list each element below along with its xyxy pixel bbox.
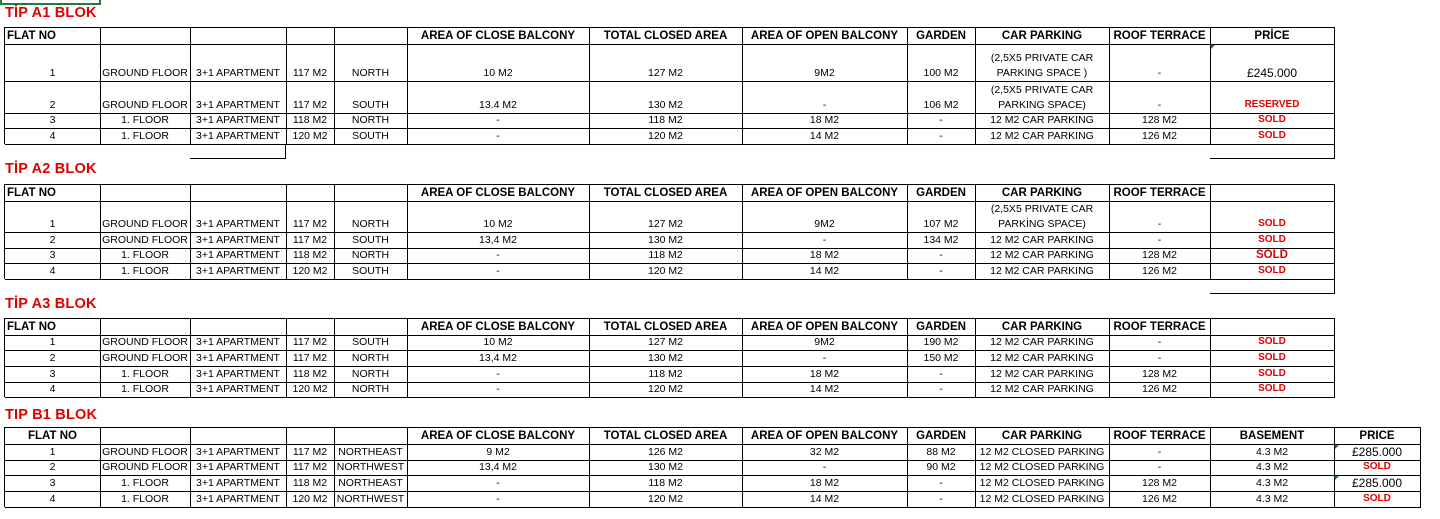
header-flat-no[interactable]: FLAT NO (5, 318, 101, 336)
cell-garden[interactable]: - (907, 128, 976, 145)
cell-close-balcony-area[interactable]: - (407, 382, 590, 398)
header-flat-no[interactable]: FLAT NO (5, 184, 101, 202)
cell-garden[interactable]: 190 M2 (907, 335, 976, 351)
cell-floor[interactable]: 1. FLOOR (100, 263, 191, 280)
cell-direction[interactable]: NORTH (334, 382, 408, 398)
cell-price[interactable]: £245.000 (1210, 44, 1335, 82)
cell-flat-no[interactable]: 2 (5, 81, 101, 114)
cell-close-balcony-area[interactable]: 10 M2 (407, 335, 590, 351)
header-roof-terrace[interactable]: ROOF TERRACE (1109, 184, 1211, 202)
cell-roof-terrace[interactable]: - (1109, 232, 1211, 249)
cell-roof-terrace[interactable]: 126 M2 (1109, 128, 1211, 145)
header-open-balcony-area[interactable]: AREA OF OPEN BALCONY (742, 318, 908, 336)
cell-apartment-type[interactable]: 3+1 APARTMENT (190, 201, 287, 233)
header-floor[interactable] (100, 27, 191, 45)
header-flat-no[interactable]: FLAT NO (5, 427, 101, 445)
header-total-closed-area[interactable]: TOTAL CLOSED AREA (589, 27, 743, 45)
header-apartment-type[interactable] (190, 184, 287, 202)
cell-roof-terrace[interactable]: 126 M2 (1109, 263, 1211, 280)
cell-garden[interactable]: 150 M2 (907, 350, 976, 367)
cell-flat-no[interactable]: 3 (5, 248, 101, 264)
cell-total-closed-area[interactable]: 118 M2 (589, 113, 743, 129)
cell-area[interactable]: 118 M2 (286, 248, 335, 264)
header-area[interactable] (286, 318, 335, 336)
cell-apartment-type[interactable]: 3+1 APARTMENT (190, 44, 287, 82)
cell-garden[interactable]: 107 M2 (907, 201, 976, 233)
cell-direction[interactable]: NORTH (334, 113, 408, 129)
cell-area[interactable]: 117 M2 (286, 335, 335, 351)
cell-open-balcony-area[interactable]: 18 M2 (742, 113, 908, 129)
cell-flat-no[interactable]: 1 (5, 201, 101, 233)
header-apartment-type[interactable] (190, 318, 287, 336)
cell-floor[interactable]: 1. FLOOR (100, 366, 191, 383)
cell-roof-terrace[interactable]: 128 M2 (1109, 366, 1211, 383)
cell-apartment-type[interactable]: 3+1 APARTMENT (190, 444, 287, 461)
block-title: TIP B1 BLOK (5, 407, 98, 423)
cell-car-parking[interactable]: 12 M2 CLOSED PARKING (975, 444, 1110, 461)
header-area[interactable] (286, 184, 335, 202)
cell-garden[interactable]: 134 M2 (907, 232, 976, 249)
cell-total-closed-area[interactable]: 120 M2 (589, 128, 743, 145)
cell-floor[interactable]: 1. FLOOR (100, 382, 191, 398)
cell-apartment-type[interactable]: 3+1 APARTMENT (190, 475, 287, 492)
header-car-parking[interactable]: CAR PARKING (975, 27, 1110, 45)
header-car-parking[interactable]: CAR PARKING (975, 427, 1110, 445)
cell-close-balcony-area[interactable]: 9 M2 (407, 444, 590, 461)
cell-price[interactable]: 4.3 M2 (1210, 475, 1335, 492)
cell-price[interactable]: SOLD (1210, 232, 1335, 249)
cell-total-closed-area[interactable]: 130 M2 (589, 232, 743, 249)
cell-close-balcony-area[interactable]: 13,4 M2 (407, 460, 590, 476)
cell-flat-no[interactable]: 1 (5, 44, 101, 82)
header-price[interactable]: PRICE (1334, 427, 1421, 445)
cell-price[interactable]: 4.3 M2 (1210, 460, 1335, 476)
cell-total-closed-area[interactable]: 118 M2 (589, 366, 743, 383)
cell-open-balcony-area[interactable]: 14 M2 (742, 128, 908, 145)
header-total-closed-area[interactable]: TOTAL CLOSED AREA (589, 184, 743, 202)
cell-price[interactable]: 4.3 M2 (1210, 491, 1335, 508)
cell-price[interactable]: SOLD (1210, 263, 1335, 280)
cell-flat-no[interactable]: 4 (5, 382, 101, 398)
cell-close-balcony-area[interactable]: - (407, 128, 590, 145)
header-price[interactable] (1210, 184, 1335, 202)
cell-direction[interactable]: NORTHWEST (334, 491, 408, 508)
cell-area[interactable]: 118 M2 (286, 113, 335, 129)
cell-roof-terrace[interactable]: - (1109, 81, 1211, 114)
header-garden[interactable]: GARDEN (907, 427, 976, 445)
cell-floor[interactable]: GROUND FLOOR (100, 460, 191, 476)
cell-direction[interactable]: SOUTH (334, 128, 408, 145)
empty-cell[interactable] (1210, 144, 1335, 159)
cell-garden[interactable]: - (907, 263, 976, 280)
cell-comment-indicator (1211, 45, 1215, 49)
cell-car-parking[interactable]: 12 M2 CLOSED PARKING (975, 491, 1110, 508)
header-roof-terrace[interactable]: ROOF TERRACE (1109, 27, 1211, 45)
cell-garden[interactable]: 100 M2 (907, 44, 976, 82)
cell-open-balcony-area[interactable]: - (742, 460, 908, 476)
header-roof-terrace[interactable]: ROOF TERRACE (1109, 318, 1211, 336)
cell-car-parking[interactable]: 12 M2 CAR PARKING (975, 128, 1110, 145)
block-title: TİP A2 BLOK (5, 161, 97, 177)
cell-close-balcony-area[interactable]: 10 M2 (407, 44, 590, 82)
cell-car-parking[interactable]: (2,5X5 PRIVATE CAR PARKİNG SPACE) (975, 201, 1110, 233)
cell-garden[interactable]: 90 M2 (907, 460, 976, 476)
header-car-parking[interactable]: CAR PARKING (975, 318, 1110, 336)
cell-flat-no[interactable]: 3 (5, 366, 101, 383)
cell-price[interactable]: SOLD (1210, 350, 1335, 367)
header-price[interactable] (1210, 318, 1335, 336)
block-title: TİP A3 BLOK (5, 296, 97, 312)
cell-area[interactable]: 120 M2 (286, 491, 335, 508)
header-flat-no[interactable]: FLAT NO (5, 27, 101, 45)
cell-price[interactable]: £285.000 (1334, 444, 1421, 461)
cell-total-closed-area[interactable]: 126 M2 (589, 444, 743, 461)
cell-open-balcony-area[interactable]: 14 M2 (742, 491, 908, 508)
cell-direction[interactable]: NORTH (334, 44, 408, 82)
cell-area[interactable]: 117 M2 (286, 232, 335, 249)
cell-open-balcony-area[interactable]: 18 M2 (742, 366, 908, 383)
cell-roof-terrace[interactable]: 128 M2 (1109, 475, 1211, 492)
cell-floor[interactable]: 1. FLOOR (100, 113, 191, 129)
cell-floor[interactable]: GROUND FLOOR (100, 81, 191, 114)
cell-garden[interactable]: 106 M2 (907, 81, 976, 114)
empty-cell[interactable] (1210, 279, 1335, 294)
cell-roof-terrace[interactable]: - (1109, 44, 1211, 82)
cell-total-closed-area[interactable]: 120 M2 (589, 491, 743, 508)
cell-floor[interactable]: 1. FLOOR (100, 491, 191, 508)
cell-floor[interactable]: GROUND FLOOR (100, 350, 191, 367)
header-direction[interactable] (334, 184, 408, 202)
cell-direction[interactable]: NORTH (334, 350, 408, 367)
cell-price[interactable]: SOLD (1210, 201, 1335, 233)
cell-car-parking[interactable]: 12 M2 CAR PARKING (975, 366, 1110, 383)
header-car-parking[interactable]: CAR PARKING (975, 184, 1110, 202)
header-garden[interactable]: GARDEN (907, 318, 976, 336)
cell-apartment-type[interactable]: 3+1 APARTMENT (190, 335, 287, 351)
cell-open-balcony-area[interactable]: 9M2 (742, 201, 908, 233)
cell-close-balcony-area[interactable]: - (407, 248, 590, 264)
cell-price[interactable]: SOLD (1334, 460, 1421, 476)
cell-roof-terrace[interactable]: - (1109, 444, 1211, 461)
cell-total-closed-area[interactable]: 130 M2 (589, 460, 743, 476)
cell-floor[interactable]: 1. FLOOR (100, 248, 191, 264)
cell-roof-terrace[interactable]: - (1109, 350, 1211, 367)
cell-floor[interactable]: GROUND FLOOR (100, 335, 191, 351)
header-direction[interactable] (334, 427, 408, 445)
cell-area[interactable]: 117 M2 (286, 44, 335, 82)
cell-floor[interactable]: 1. FLOOR (100, 475, 191, 492)
cell-direction[interactable]: NORTH (334, 248, 408, 264)
cell-flat-no[interactable]: 2 (5, 232, 101, 249)
cell-direction[interactable]: SOUTH (334, 232, 408, 249)
cell-area[interactable]: 120 M2 (286, 263, 335, 280)
cell-total-closed-area[interactable]: 118 M2 (589, 475, 743, 492)
cell-price[interactable]: SOLD (1210, 128, 1335, 145)
cell-car-parking[interactable]: 12 M2 CAR PARKING (975, 335, 1110, 351)
cell-floor[interactable]: GROUND FLOOR (100, 232, 191, 249)
cell-apartment-type[interactable]: 3+1 APARTMENT (190, 232, 287, 249)
header-open-balcony-area[interactable]: AREA OF OPEN BALCONY (742, 427, 908, 445)
cell-area[interactable]: 118 M2 (286, 475, 335, 492)
header-price[interactable]: BASEMENT (1210, 427, 1335, 445)
cell-area[interactable]: 117 M2 (286, 201, 335, 233)
cell-open-balcony-area[interactable]: - (742, 350, 908, 367)
header-floor[interactable] (100, 427, 191, 445)
cell-total-closed-area[interactable]: 120 M2 (589, 263, 743, 280)
cell-apartment-type[interactable]: 3+1 APARTMENT (190, 248, 287, 264)
cell-garden[interactable]: - (907, 475, 976, 492)
cell-flat-no[interactable]: 4 (5, 128, 101, 145)
cell-price[interactable]: 4.3 M2 (1210, 444, 1335, 461)
cell-close-balcony-area[interactable]: 13,4 M2 (407, 350, 590, 367)
cell-area[interactable]: 118 M2 (286, 366, 335, 383)
header-roof-terrace[interactable]: ROOF TERRACE (1109, 427, 1211, 445)
cell-open-balcony-area[interactable]: - (742, 232, 908, 249)
header-area[interactable] (286, 27, 335, 45)
cell-flat-no[interactable]: 4 (5, 491, 101, 508)
cell-close-balcony-area[interactable]: - (407, 491, 590, 508)
cell-price[interactable]: SOLD (1210, 248, 1335, 264)
cell-garden[interactable]: - (907, 491, 976, 508)
cell-car-parking[interactable]: 12 M2 CAR PARKING (975, 113, 1110, 129)
cell-total-closed-area[interactable]: 127 M2 (589, 44, 743, 82)
cell-flat-no[interactable]: 2 (5, 350, 101, 367)
cell-floor[interactable]: GROUND FLOOR (100, 44, 191, 82)
cell-direction[interactable]: NORTH (334, 366, 408, 383)
cell-flat-no[interactable]: 1 (5, 335, 101, 351)
cell-close-balcony-area[interactable]: 13.4 M2 (407, 81, 590, 114)
cell-open-balcony-area[interactable]: 18 M2 (742, 475, 908, 492)
cell-price[interactable]: SOLD (1334, 491, 1421, 508)
header-floor[interactable] (100, 184, 191, 202)
cell-comment-indicator (1335, 445, 1339, 449)
cell-area[interactable]: 120 M2 (286, 128, 335, 145)
header-floor[interactable] (100, 318, 191, 336)
cell-close-balcony-area[interactable]: 13,4 M2 (407, 232, 590, 249)
header-total-closed-area[interactable]: TOTAL CLOSED AREA (589, 318, 743, 336)
cell-direction[interactable]: NORTHEAST (334, 444, 408, 461)
cell-total-closed-area[interactable]: 130 M2 (589, 81, 743, 114)
cell-open-balcony-area[interactable]: 9M2 (742, 44, 908, 82)
cell-car-parking[interactable]: (2,5X5 PRIVATE CAR PARKING SPACE) (975, 81, 1110, 114)
cell-open-balcony-area[interactable]: 14 M2 (742, 382, 908, 398)
header-garden[interactable]: GARDEN (907, 27, 976, 45)
header-direction[interactable] (334, 318, 408, 336)
cell-car-parking[interactable]: 12 M2 CAR PARKING (975, 248, 1110, 264)
cell-apartment-type[interactable]: 3+1 APARTMENT (190, 81, 287, 114)
header-close-balcony-area[interactable]: AREA OF CLOSE BALCONY (407, 27, 590, 45)
cell-apartment-type[interactable]: 3+1 APARTMENT (190, 382, 287, 398)
cell-car-parking[interactable]: 12 M2 CAR PARKING (975, 382, 1110, 398)
cell-price[interactable]: SOLD (1210, 335, 1335, 351)
header-apartment-type[interactable] (190, 427, 287, 445)
cell-open-balcony-area[interactable]: 9M2 (742, 335, 908, 351)
cell-close-balcony-area[interactable]: - (407, 113, 590, 129)
cell-floor[interactable]: 1. FLOOR (100, 128, 191, 145)
cell-apartment-type[interactable]: 3+1 APARTMENT (190, 350, 287, 367)
cell-apartment-type[interactable]: 3+1 APARTMENT (190, 113, 287, 129)
cell-apartment-type[interactable]: 3+1 APARTMENT (190, 263, 287, 280)
cell-close-balcony-area[interactable]: - (407, 366, 590, 383)
cell-roof-terrace[interactable]: 128 M2 (1109, 248, 1211, 264)
cell-car-parking[interactable]: 12 M2 CAR PARKING (975, 350, 1110, 367)
cell-car-parking[interactable]: 12 M2 CAR PARKING (975, 232, 1110, 249)
cell-garden[interactable]: - (907, 366, 976, 383)
cell-area[interactable]: 117 M2 (286, 350, 335, 367)
cell-area[interactable]: 117 M2 (286, 444, 335, 461)
cell-garden[interactable]: - (907, 248, 976, 264)
cell-open-balcony-area[interactable]: 14 M2 (742, 263, 908, 280)
cell-direction[interactable]: SOUTH (334, 263, 408, 280)
cell-roof-terrace[interactable]: - (1109, 201, 1211, 233)
cell-apartment-type[interactable]: 3+1 APARTMENT (190, 128, 287, 145)
header-apartment-type[interactable] (190, 27, 287, 45)
cell-direction[interactable]: NORTH (334, 201, 408, 233)
cell-floor[interactable]: GROUND FLOOR (100, 201, 191, 233)
header-close-balcony-area[interactable]: AREA OF CLOSE BALCONY (407, 427, 590, 445)
cell-area[interactable]: 120 M2 (286, 382, 335, 398)
cell-price[interactable]: £285.000 (1334, 475, 1421, 492)
cell-close-balcony-area[interactable]: 10 M2 (407, 201, 590, 233)
cell-garden[interactable]: 88 M2 (907, 444, 976, 461)
cell-price[interactable]: SOLD (1210, 366, 1335, 383)
cell-total-closed-area[interactable]: 130 M2 (589, 350, 743, 367)
cell-price[interactable]: RESERVED (1210, 81, 1335, 114)
cell-flat-no[interactable]: 1 (5, 444, 101, 461)
cell-flat-no[interactable]: 3 (5, 113, 101, 129)
cell-floor[interactable]: GROUND FLOOR (100, 444, 191, 461)
cell-flat-no[interactable]: 2 (5, 460, 101, 476)
empty-cell[interactable] (190, 144, 286, 159)
cell-price[interactable]: SOLD (1210, 113, 1335, 129)
cell-close-balcony-area[interactable]: - (407, 263, 590, 280)
cell-direction[interactable]: NORTHEAST (334, 475, 408, 492)
cell-total-closed-area[interactable]: 127 M2 (589, 335, 743, 351)
cell-direction[interactable]: NORTHWEST (334, 460, 408, 476)
header-open-balcony-area[interactable]: AREA OF OPEN BALCONY (742, 27, 908, 45)
header-direction[interactable] (334, 27, 408, 45)
cell-garden[interactable]: - (907, 113, 976, 129)
cell-roof-terrace[interactable]: - (1109, 460, 1211, 476)
cell-car-parking[interactable]: 12 M2 CAR PARKING (975, 263, 1110, 280)
block-title: TİP A1 BLOK (5, 5, 97, 21)
cell-car-parking[interactable]: (2,5X5 PRIVATE CAR PARKING SPACE ) (975, 44, 1110, 82)
cell-total-closed-area[interactable]: 127 M2 (589, 201, 743, 233)
cell-roof-terrace[interactable]: 126 M2 (1109, 491, 1211, 508)
cell-apartment-type[interactable]: 3+1 APARTMENT (190, 460, 287, 476)
cell-total-closed-area[interactable]: 120 M2 (589, 382, 743, 398)
cell-open-balcony-area[interactable]: - (742, 81, 908, 114)
cell-apartment-type[interactable]: 3+1 APARTMENT (190, 491, 287, 508)
cell-direction[interactable]: SOUTH (334, 81, 408, 114)
header-garden[interactable]: GARDEN (907, 184, 976, 202)
cell-close-balcony-area[interactable]: - (407, 475, 590, 492)
cell-price[interactable]: SOLD (1210, 382, 1335, 398)
cell-roof-terrace[interactable]: 128 M2 (1109, 113, 1211, 129)
cell-total-closed-area[interactable]: 118 M2 (589, 248, 743, 264)
header-total-closed-area[interactable]: TOTAL CLOSED AREA (589, 427, 743, 445)
cell-roof-terrace[interactable]: 126 M2 (1109, 382, 1211, 398)
cell-garden[interactable]: - (907, 382, 976, 398)
cell-car-parking[interactable]: 12 M2 CLOSED PARKING (975, 460, 1110, 476)
header-price[interactable]: PRİCE (1210, 27, 1335, 45)
cell-roof-terrace[interactable]: - (1109, 335, 1211, 351)
header-area[interactable] (286, 427, 335, 445)
cell-car-parking[interactable]: 12 M2 CLOSED PARKING (975, 475, 1110, 492)
cell-apartment-type[interactable]: 3+1 APARTMENT (190, 366, 287, 383)
cell-flat-no[interactable]: 4 (5, 263, 101, 280)
cell-area[interactable]: 117 M2 (286, 81, 335, 114)
header-open-balcony-area[interactable]: AREA OF OPEN BALCONY (742, 184, 908, 202)
cell-flat-no[interactable]: 3 (5, 475, 101, 492)
cell-direction[interactable]: SOUTH (334, 335, 408, 351)
header-close-balcony-area[interactable]: AREA OF CLOSE BALCONY (407, 318, 590, 336)
header-close-balcony-area[interactable]: AREA OF CLOSE BALCONY (407, 184, 590, 202)
cell-comment-indicator (1335, 476, 1339, 480)
cell-open-balcony-area[interactable]: 18 M2 (742, 248, 908, 264)
cell-area[interactable]: 117 M2 (286, 460, 335, 476)
cell-open-balcony-area[interactable]: 32 M2 (742, 444, 908, 461)
